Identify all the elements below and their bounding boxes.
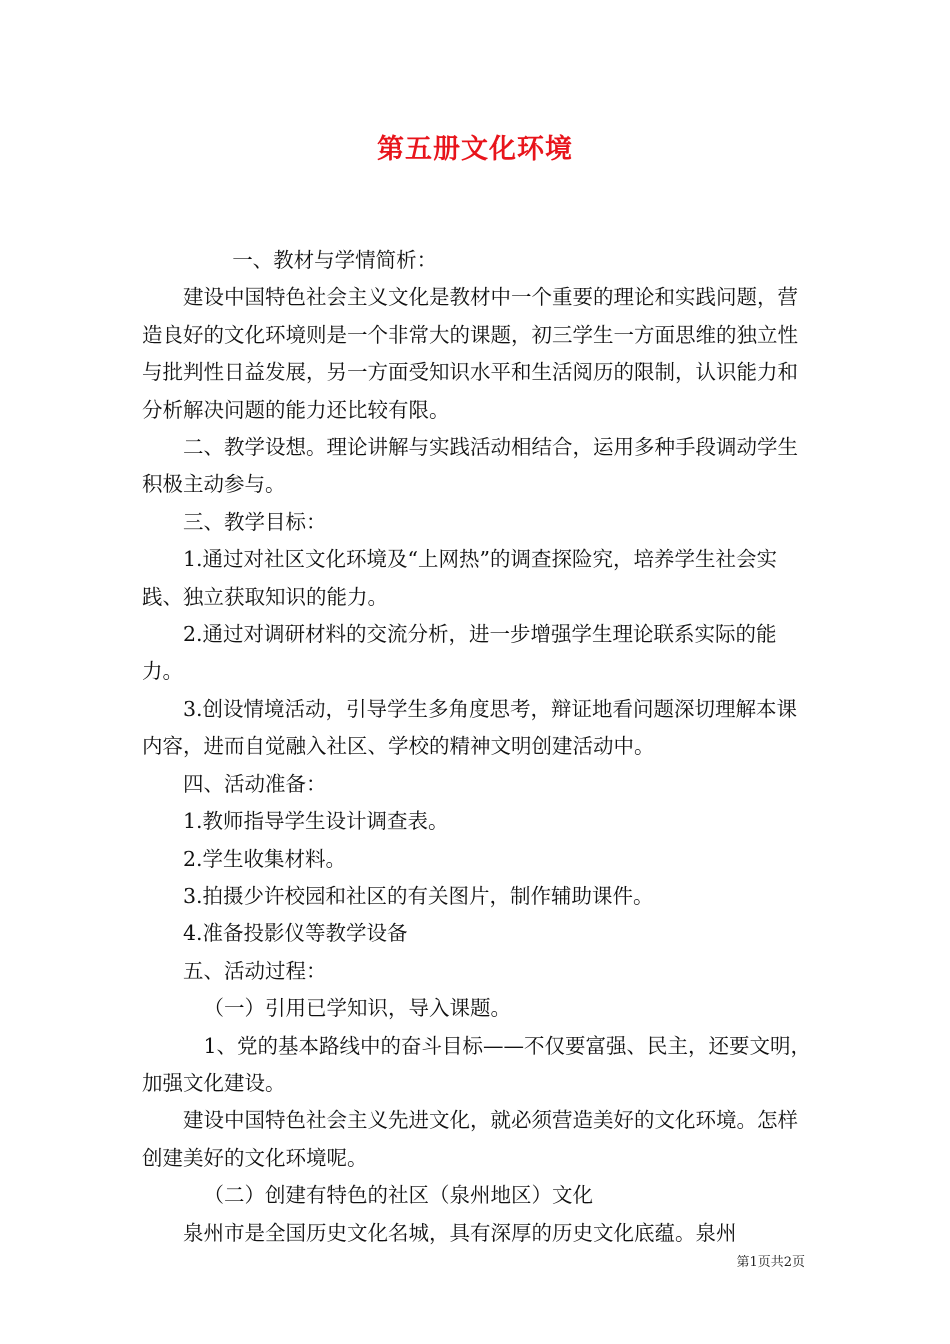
list-item: 1.通过对社区文化环境及“上网热”的调查探险究，培养学生社会实践、独立获取知识的能力。 <box>142 547 778 609</box>
list-item: 1.教师指导学生设计调查表。 <box>183 809 449 834</box>
list-item: 2.学生收集材料。 <box>183 846 347 871</box>
list-item: 3.拍摄少许校园和社区的有关图片，制作辅助课件。 <box>183 883 654 908</box>
list-item: 3.创设情境活动，引导学生多角度思考，辩证地看问题深切理解本课内容，进而自觉融入社区、学校的精神文明创建活动中。 <box>142 696 798 759</box>
subsection-heading: （一）引用已学知识，导入课题。 <box>203 996 511 1021</box>
document-title: 第五册文化环境 <box>377 134 573 165</box>
page-number: 第1页共2页 <box>736 1255 805 1270</box>
section-heading: 三、教学目标： <box>183 509 327 534</box>
list-item: 2.通过对调研材料的交流分析，进一步增强学生理论联系实际的能力。 <box>142 622 777 684</box>
paragraph: 建设中国特色社会主义文化是教材中一个重要的理论和实践问题，营造良好的文化环境则是一个非常大的课题，初三学生一方面思维的独立性与批判性日益发展，另一方面受知识水平和生活阅历的限制，认识能力和分析解决问题的能力还比较有限。 <box>142 285 798 422</box>
paragraph: 二、教学设想。理论讲解与实践活动相结合，运用多种手段调动学生积极主动参与。 <box>142 435 798 497</box>
section-heading: 五、活动过程： <box>183 958 327 983</box>
section-heading: 四、活动准备： <box>183 771 327 796</box>
paragraph: 泉州市是全国历史文化名城，具有深厚的历史文化底蕴。泉州 <box>183 1220 737 1245</box>
subsection-heading: （二）创建有特色的社区（泉州地区）文化 <box>203 1183 593 1208</box>
document-body <box>142 242 814 1252</box>
paragraph: 建设中国特色社会主义先进文化，就必须营造美好的文化环境。怎样创建美好的文化环境呢。 <box>142 1108 798 1170</box>
list-item: 1、党的基本路线中的奋斗目标——不仅要富强、民主，还要文明，加强文化建设。 <box>142 1033 812 1095</box>
list-item: 4.准备投影仪等教学设备 <box>183 921 408 946</box>
section-heading: 一、教材与学情简析： <box>232 248 438 272</box>
